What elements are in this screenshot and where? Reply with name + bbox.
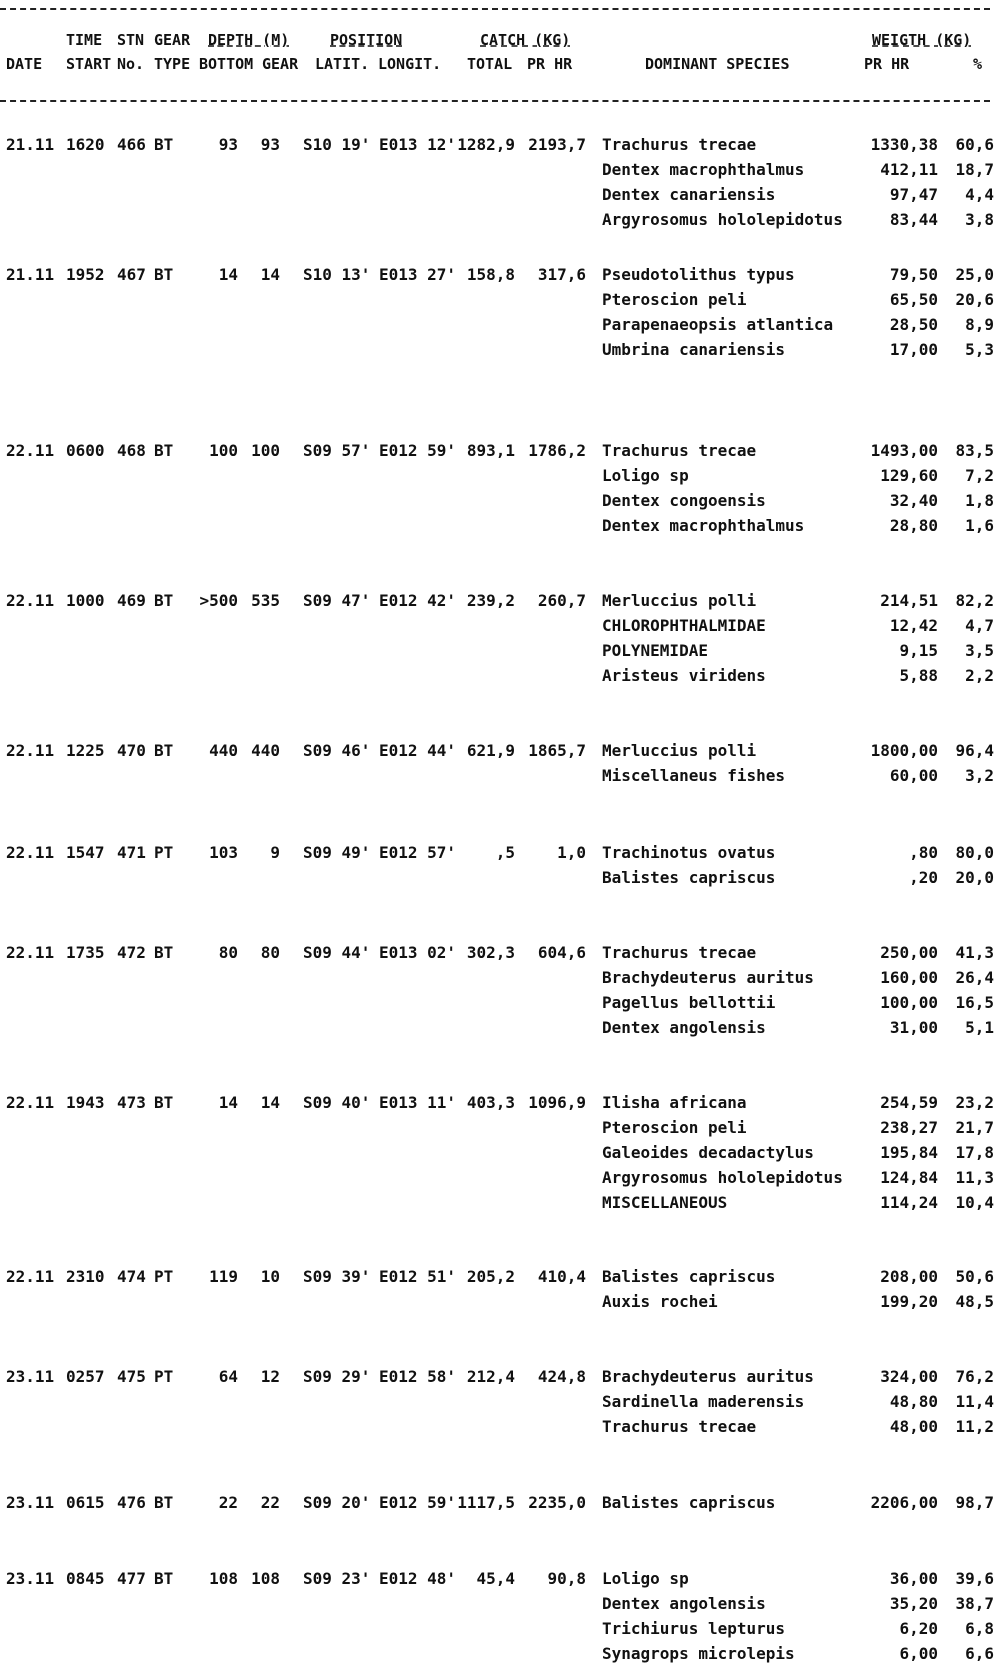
species-weight-percent: 48,5 bbox=[955, 1292, 994, 1311]
species-name: Dentex angolensis bbox=[602, 1594, 766, 1613]
species-line bbox=[0, 1190, 1000, 1215]
species-weight-per-hour: 195,84 bbox=[880, 1143, 938, 1162]
latitude-cell: S09 20' bbox=[303, 1493, 371, 1512]
species-line bbox=[0, 1414, 1000, 1439]
species-line bbox=[0, 463, 1000, 488]
species-name: Merluccius polli bbox=[602, 591, 757, 610]
species-weight-percent: 80,0 bbox=[955, 843, 994, 862]
species-line bbox=[0, 965, 1000, 990]
species-weight-percent: 98,7 bbox=[955, 1493, 994, 1512]
species-name: Argyrosomus hololepidotus bbox=[602, 210, 843, 229]
species-name: Galeoides decadactylus bbox=[602, 1143, 814, 1162]
species-name: Dentex macrophthalmus bbox=[602, 160, 805, 179]
header-start: START bbox=[66, 55, 112, 73]
species-weight-per-hour: 5,88 bbox=[899, 666, 938, 685]
catch-total-cell: 239,2 bbox=[466, 591, 515, 610]
station-no-cell: 473 bbox=[117, 1093, 146, 1112]
species-name: Trachinotus ovatus bbox=[602, 843, 776, 862]
species-name: Umbrina canariensis bbox=[602, 340, 786, 359]
species-weight-per-hour: 9,15 bbox=[899, 641, 938, 660]
header-position-group: POSITION bbox=[330, 31, 403, 49]
species-weight-per-hour: 160,00 bbox=[880, 968, 938, 987]
station-no-cell: 470 bbox=[117, 741, 146, 760]
species-name: Brachydeuterus auritus bbox=[602, 968, 814, 987]
time-cell: 1952 bbox=[66, 265, 105, 284]
species-name: Brachydeuterus auritus bbox=[602, 1367, 814, 1386]
species-weight-per-hour: 250,00 bbox=[880, 943, 938, 962]
species-name: Auxis rochei bbox=[602, 1292, 718, 1311]
time-cell: 1000 bbox=[66, 591, 105, 610]
species-name: Pteroscion peli bbox=[602, 1118, 747, 1137]
date-cell: 22.11 bbox=[6, 1093, 55, 1112]
species-name: Sardinella maderensis bbox=[602, 1392, 805, 1411]
species-weight-per-hour: 124,84 bbox=[880, 1168, 938, 1187]
species-weight-per-hour: 114,24 bbox=[880, 1193, 938, 1212]
species-weight-percent: 2,2 bbox=[965, 666, 994, 685]
species-line bbox=[0, 638, 1000, 663]
species-weight-per-hour: 48,00 bbox=[889, 1417, 938, 1436]
bottom-depth-cell: >500 bbox=[199, 591, 238, 610]
species-weight-percent: 96,4 bbox=[955, 741, 994, 760]
catch-total-cell: 1117,5 bbox=[457, 1493, 515, 1512]
species-line bbox=[0, 182, 1000, 207]
species-weight-percent: 11,3 bbox=[955, 1168, 994, 1187]
species-line bbox=[0, 613, 1000, 638]
date-cell: 23.11 bbox=[6, 1367, 55, 1386]
species-line bbox=[0, 1140, 1000, 1165]
gear-depth-cell: 80 bbox=[260, 943, 280, 962]
header-catch-group: CATCH (KG) bbox=[480, 31, 571, 49]
time-cell: 1943 bbox=[66, 1093, 105, 1112]
station-no-cell: 468 bbox=[117, 441, 146, 460]
species-name: Balistes capriscus bbox=[602, 1493, 776, 1512]
header-time: TIME bbox=[66, 31, 103, 49]
species-weight-percent: 50,6 bbox=[955, 1267, 994, 1286]
header-longit: LONGIT. bbox=[378, 55, 442, 73]
catch-per-hour-cell: 260,7 bbox=[537, 591, 586, 610]
species-name: MISCELLANEOUS bbox=[602, 1193, 728, 1212]
gear-depth-cell: 108 bbox=[251, 1569, 280, 1588]
catch-per-hour-cell: 2235,0 bbox=[528, 1493, 586, 1512]
species-weight-percent: 7,2 bbox=[965, 466, 994, 485]
species-weight-per-hour: 1330,38 bbox=[870, 135, 938, 154]
species-line bbox=[0, 438, 1000, 463]
longitude-cell: E013 12' bbox=[379, 135, 457, 154]
species-weight-per-hour: 65,50 bbox=[889, 290, 938, 309]
gear-depth-cell: 535 bbox=[251, 591, 280, 610]
date-cell: 21.11 bbox=[6, 135, 55, 154]
species-name: Dentex macrophthalmus bbox=[602, 516, 805, 535]
latitude-cell: S09 44' bbox=[303, 943, 371, 962]
date-cell: 22.11 bbox=[6, 843, 55, 862]
species-weight-per-hour: 97,47 bbox=[889, 185, 938, 204]
latitude-cell: S10 13' bbox=[303, 265, 371, 284]
species-weight-per-hour: 1493,00 bbox=[870, 441, 938, 460]
species-line bbox=[0, 1264, 1000, 1289]
gear-type-cell: BT bbox=[154, 1093, 174, 1112]
catch-per-hour-cell: 604,6 bbox=[537, 943, 586, 962]
longitude-cell: E012 51' bbox=[379, 1267, 457, 1286]
species-weight-percent: 83,5 bbox=[955, 441, 994, 460]
header-weight-pct: % bbox=[973, 55, 983, 73]
species-line bbox=[0, 157, 1000, 182]
catch-per-hour-cell: 1,0 bbox=[557, 843, 586, 862]
gear-depth-cell: 10 bbox=[260, 1267, 280, 1286]
species-name: Dentex angolensis bbox=[602, 1018, 766, 1037]
catch-total-cell: 45,4 bbox=[476, 1569, 515, 1588]
gear-type-cell: PT bbox=[154, 1267, 174, 1286]
date-cell: 22.11 bbox=[6, 591, 55, 610]
species-line bbox=[0, 312, 1000, 337]
latitude-cell: S09 49' bbox=[303, 843, 371, 862]
station-no-cell: 476 bbox=[117, 1493, 146, 1512]
latitude-cell: S09 57' bbox=[303, 441, 371, 460]
species-weight-per-hour: 28,80 bbox=[889, 516, 938, 535]
header-date: DATE bbox=[6, 55, 43, 73]
species-weight-percent: 18,7 bbox=[955, 160, 994, 179]
station-no-cell: 467 bbox=[117, 265, 146, 284]
header-stn: STN bbox=[117, 31, 145, 49]
longitude-cell: E012 44' bbox=[379, 741, 457, 760]
species-name: Pteroscion peli bbox=[602, 290, 747, 309]
latitude-cell: S10 19' bbox=[303, 135, 371, 154]
catch-per-hour-cell: 1786,2 bbox=[528, 441, 586, 460]
species-line bbox=[0, 1015, 1000, 1040]
species-weight-percent: 23,2 bbox=[955, 1093, 994, 1112]
catch-per-hour-cell: 317,6 bbox=[537, 265, 586, 284]
latitude-cell: S09 40' bbox=[303, 1093, 371, 1112]
species-name: Trachurus trecae bbox=[602, 441, 757, 460]
species-weight-per-hour: 324,00 bbox=[880, 1367, 938, 1386]
species-line bbox=[0, 1641, 1000, 1666]
species-weight-percent: 11,2 bbox=[955, 1417, 994, 1436]
species-line bbox=[0, 1289, 1000, 1314]
bottom-depth-cell: 22 bbox=[218, 1493, 238, 1512]
species-weight-per-hour: 17,00 bbox=[889, 340, 938, 359]
catch-total-cell: 205,2 bbox=[466, 1267, 515, 1286]
catch-total-cell: 1282,9 bbox=[457, 135, 515, 154]
species-line bbox=[0, 1616, 1000, 1641]
gear-type-cell: BT bbox=[154, 1569, 174, 1588]
gear-type-cell: BT bbox=[154, 591, 174, 610]
species-weight-percent: 17,8 bbox=[955, 1143, 994, 1162]
bottom-depth-cell: 100 bbox=[209, 441, 238, 460]
time-cell: 1547 bbox=[66, 843, 105, 862]
species-line bbox=[0, 132, 1000, 157]
longitude-cell: E012 42' bbox=[379, 591, 457, 610]
species-weight-percent: 20,0 bbox=[955, 868, 994, 887]
gear-type-cell: BT bbox=[154, 135, 174, 154]
bottom-depth-cell: 14 bbox=[218, 265, 238, 284]
species-weight-per-hour: 28,50 bbox=[889, 315, 938, 334]
species-weight-percent: 10,4 bbox=[955, 1193, 994, 1212]
header-latit: LATIT. bbox=[315, 55, 370, 73]
species-weight-percent: 41,3 bbox=[955, 943, 994, 962]
gear-type-cell: BT bbox=[154, 441, 174, 460]
species-weight-per-hour: 199,20 bbox=[880, 1292, 938, 1311]
species-weight-per-hour: 214,51 bbox=[880, 591, 938, 610]
catch-per-hour-cell: 2193,7 bbox=[528, 135, 586, 154]
longitude-cell: E013 02' bbox=[379, 943, 457, 962]
species-name: Trachurus trecae bbox=[602, 1417, 757, 1436]
species-weight-per-hour: 6,00 bbox=[899, 1644, 938, 1663]
species-weight-percent: 5,1 bbox=[965, 1018, 994, 1037]
species-weight-per-hour: 129,60 bbox=[880, 466, 938, 485]
station-no-cell: 469 bbox=[117, 591, 146, 610]
species-weight-per-hour: 208,00 bbox=[880, 1267, 938, 1286]
gear-type-cell: BT bbox=[154, 741, 174, 760]
bottom-depth-cell: 440 bbox=[209, 741, 238, 760]
longitude-cell: E012 59' bbox=[379, 441, 457, 460]
species-weight-per-hour: 1800,00 bbox=[870, 741, 938, 760]
species-weight-per-hour: ,20 bbox=[909, 868, 938, 887]
species-name: Balistes capriscus bbox=[602, 868, 776, 887]
bottom-depth-cell: 14 bbox=[218, 1093, 238, 1112]
species-name: CHLOROPHTHALMIDAE bbox=[602, 616, 766, 635]
gear-type-cell: PT bbox=[154, 843, 174, 862]
species-name: Pagellus bellottii bbox=[602, 993, 776, 1012]
gear-depth-cell: 440 bbox=[251, 741, 280, 760]
gear-depth-cell: 93 bbox=[260, 135, 280, 154]
latitude-cell: S09 46' bbox=[303, 741, 371, 760]
time-cell: 1620 bbox=[66, 135, 105, 154]
longitude-cell: E012 58' bbox=[379, 1367, 457, 1386]
longitude-cell: E012 59' bbox=[379, 1493, 457, 1512]
date-cell: 22.11 bbox=[6, 441, 55, 460]
species-weight-percent: 76,2 bbox=[955, 1367, 994, 1386]
station-no-cell: 471 bbox=[117, 843, 146, 862]
time-cell: 0257 bbox=[66, 1367, 105, 1386]
catch-total-cell: ,5 bbox=[495, 843, 515, 862]
species-weight-percent: 5,3 bbox=[965, 340, 994, 359]
species-weight-per-hour: 35,20 bbox=[889, 1594, 938, 1613]
bottom-depth-cell: 103 bbox=[209, 843, 238, 862]
time-cell: 2310 bbox=[66, 1267, 105, 1286]
time-cell: 1225 bbox=[66, 741, 105, 760]
gear-type-cell: BT bbox=[154, 265, 174, 284]
gear-type-cell: BT bbox=[154, 1493, 174, 1512]
species-line bbox=[0, 588, 1000, 613]
species-weight-percent: 6,6 bbox=[965, 1644, 994, 1663]
species-line bbox=[0, 1566, 1000, 1591]
species-weight-per-hour: 60,00 bbox=[889, 766, 938, 785]
species-weight-percent: 1,6 bbox=[965, 516, 994, 535]
species-weight-per-hour: 412,11 bbox=[880, 160, 938, 179]
date-cell: 22.11 bbox=[6, 741, 55, 760]
gear-depth-cell: 14 bbox=[260, 1093, 280, 1112]
top-rule bbox=[0, 8, 990, 10]
date-cell: 21.11 bbox=[6, 265, 55, 284]
station-no-cell: 474 bbox=[117, 1267, 146, 1286]
header-weight-pr-hr: PR HR bbox=[864, 55, 910, 73]
species-weight-percent: 39,6 bbox=[955, 1569, 994, 1588]
catch-total-cell: 158,8 bbox=[466, 265, 515, 284]
header-gear-depth: GEAR bbox=[262, 55, 299, 73]
species-line bbox=[0, 1364, 1000, 1389]
date-cell: 22.11 bbox=[6, 1267, 55, 1286]
header-rule bbox=[0, 100, 990, 102]
species-name: Ilisha africana bbox=[602, 1093, 747, 1112]
species-weight-percent: 82,2 bbox=[955, 591, 994, 610]
date-cell: 22.11 bbox=[6, 943, 55, 962]
catch-per-hour-cell: 410,4 bbox=[537, 1267, 586, 1286]
species-weight-percent: 16,5 bbox=[955, 993, 994, 1012]
header-species: DOMINANT SPECIES bbox=[645, 55, 790, 73]
species-weight-per-hour: 238,27 bbox=[880, 1118, 938, 1137]
species-line bbox=[0, 1490, 1000, 1515]
bottom-depth-cell: 93 bbox=[218, 135, 238, 154]
species-line bbox=[0, 262, 1000, 287]
species-weight-percent: 4,4 bbox=[965, 185, 994, 204]
gear-depth-cell: 9 bbox=[270, 843, 280, 862]
bottom-depth-cell: 80 bbox=[218, 943, 238, 962]
species-name: Loligo sp bbox=[602, 466, 689, 485]
species-name: Pseudotolithus typus bbox=[602, 265, 795, 284]
species-name: Dentex canariensis bbox=[602, 185, 776, 204]
time-cell: 1735 bbox=[66, 943, 105, 962]
species-line bbox=[0, 738, 1000, 763]
gear-depth-cell: 100 bbox=[251, 441, 280, 460]
catch-per-hour-cell: 1865,7 bbox=[528, 741, 586, 760]
species-weight-per-hour: 83,44 bbox=[889, 210, 938, 229]
species-name: Aristeus viridens bbox=[602, 666, 766, 685]
species-line bbox=[0, 287, 1000, 312]
species-line bbox=[0, 1090, 1000, 1115]
species-weight-per-hour: 31,00 bbox=[889, 1018, 938, 1037]
species-line bbox=[0, 207, 1000, 232]
species-weight-per-hour: 6,20 bbox=[899, 1619, 938, 1638]
header-bottom: BOTTOM bbox=[199, 55, 254, 73]
species-weight-percent: 26,4 bbox=[955, 968, 994, 987]
time-cell: 0845 bbox=[66, 1569, 105, 1588]
catch-total-cell: 212,4 bbox=[466, 1367, 515, 1386]
species-weight-percent: 3,2 bbox=[965, 766, 994, 785]
species-weight-per-hour: 36,00 bbox=[889, 1569, 938, 1588]
species-weight-per-hour: ,80 bbox=[909, 843, 938, 862]
time-cell: 0615 bbox=[66, 1493, 105, 1512]
catch-total-cell: 403,3 bbox=[466, 1093, 515, 1112]
species-weight-per-hour: 2206,00 bbox=[870, 1493, 938, 1512]
longitude-cell: E012 57' bbox=[379, 843, 457, 862]
species-line bbox=[0, 1389, 1000, 1414]
species-name: Synagrops microlepis bbox=[602, 1644, 795, 1663]
gear-depth-cell: 12 bbox=[260, 1367, 280, 1386]
species-line bbox=[0, 513, 1000, 538]
species-name: Balistes capriscus bbox=[602, 1267, 776, 1286]
header-total: TOTAL bbox=[467, 55, 513, 73]
species-weight-percent: 20,6 bbox=[955, 290, 994, 309]
species-weight-per-hour: 254,59 bbox=[880, 1093, 938, 1112]
gear-type-cell: PT bbox=[154, 1367, 174, 1386]
header-depth-group: DEPTH (M) bbox=[208, 31, 290, 49]
latitude-cell: S09 47' bbox=[303, 591, 371, 610]
species-weight-percent: 60,6 bbox=[955, 135, 994, 154]
gear-depth-cell: 14 bbox=[260, 265, 280, 284]
species-weight-per-hour: 12,42 bbox=[889, 616, 938, 635]
station-no-cell: 466 bbox=[117, 135, 146, 154]
station-no-cell: 475 bbox=[117, 1367, 146, 1386]
species-name: POLYNEMIDAE bbox=[602, 641, 708, 660]
species-weight-percent: 3,8 bbox=[965, 210, 994, 229]
species-name: Miscellaneus fishes bbox=[602, 766, 786, 785]
bottom-depth-cell: 108 bbox=[209, 1569, 238, 1588]
date-cell: 23.11 bbox=[6, 1493, 55, 1512]
catch-per-hour-cell: 90,8 bbox=[547, 1569, 586, 1588]
species-line bbox=[0, 663, 1000, 688]
species-weight-percent: 4,7 bbox=[965, 616, 994, 635]
species-weight-per-hour: 79,50 bbox=[889, 265, 938, 284]
species-name: Merluccius polli bbox=[602, 741, 757, 760]
species-line bbox=[0, 940, 1000, 965]
species-weight-percent: 25,0 bbox=[955, 265, 994, 284]
longitude-cell: E013 11' bbox=[379, 1093, 457, 1112]
species-line bbox=[0, 1165, 1000, 1190]
species-line bbox=[0, 840, 1000, 865]
header-pr-hr: PR HR bbox=[527, 55, 573, 73]
species-name: Trichiurus lepturus bbox=[602, 1619, 786, 1638]
species-line bbox=[0, 763, 1000, 788]
gear-type-cell: BT bbox=[154, 943, 174, 962]
species-line bbox=[0, 1591, 1000, 1616]
catch-per-hour-cell: 424,8 bbox=[537, 1367, 586, 1386]
catch-total-cell: 302,3 bbox=[466, 943, 515, 962]
species-weight-percent: 8,9 bbox=[965, 315, 994, 334]
species-line bbox=[0, 990, 1000, 1015]
species-name: Trachurus trecae bbox=[602, 135, 757, 154]
longitude-cell: E012 48' bbox=[379, 1569, 457, 1588]
species-name: Dentex congoensis bbox=[602, 491, 766, 510]
species-line bbox=[0, 488, 1000, 513]
catch-per-hour-cell: 1096,9 bbox=[528, 1093, 586, 1112]
latitude-cell: S09 23' bbox=[303, 1569, 371, 1588]
header-weight-group: WEIGTH (KG) bbox=[872, 31, 972, 49]
species-name: Argyrosomus hololepidotus bbox=[602, 1168, 843, 1187]
species-weight-percent: 11,4 bbox=[955, 1392, 994, 1411]
species-weight-per-hour: 100,00 bbox=[880, 993, 938, 1012]
species-name: Loligo sp bbox=[602, 1569, 689, 1588]
latitude-cell: S09 29' bbox=[303, 1367, 371, 1386]
species-weight-percent: 1,8 bbox=[965, 491, 994, 510]
bottom-depth-cell: 64 bbox=[218, 1367, 238, 1386]
gear-depth-cell: 22 bbox=[260, 1493, 280, 1512]
latitude-cell: S09 39' bbox=[303, 1267, 371, 1286]
species-weight-percent: 21,7 bbox=[955, 1118, 994, 1137]
species-name: Trachurus trecae bbox=[602, 943, 757, 962]
time-cell: 0600 bbox=[66, 441, 105, 460]
header-type: TYPE bbox=[154, 55, 191, 73]
catch-total-cell: 621,9 bbox=[466, 741, 515, 760]
species-weight-percent: 3,5 bbox=[965, 641, 994, 660]
species-line bbox=[0, 337, 1000, 362]
station-no-cell: 477 bbox=[117, 1569, 146, 1588]
species-name: Parapenaeopsis atlantica bbox=[602, 315, 834, 334]
station-no-cell: 472 bbox=[117, 943, 146, 962]
species-weight-percent: 38,7 bbox=[955, 1594, 994, 1613]
longitude-cell: E013 27' bbox=[379, 265, 457, 284]
species-weight-per-hour: 48,80 bbox=[889, 1392, 938, 1411]
species-line bbox=[0, 1115, 1000, 1140]
bottom-depth-cell: 119 bbox=[209, 1267, 238, 1286]
header-no: No. bbox=[117, 55, 145, 73]
species-weight-percent: 6,8 bbox=[965, 1619, 994, 1638]
header-gear: GEAR bbox=[154, 31, 191, 49]
species-weight-per-hour: 32,40 bbox=[889, 491, 938, 510]
date-cell: 23.11 bbox=[6, 1569, 55, 1588]
species-line bbox=[0, 865, 1000, 890]
catch-total-cell: 893,1 bbox=[466, 441, 515, 460]
